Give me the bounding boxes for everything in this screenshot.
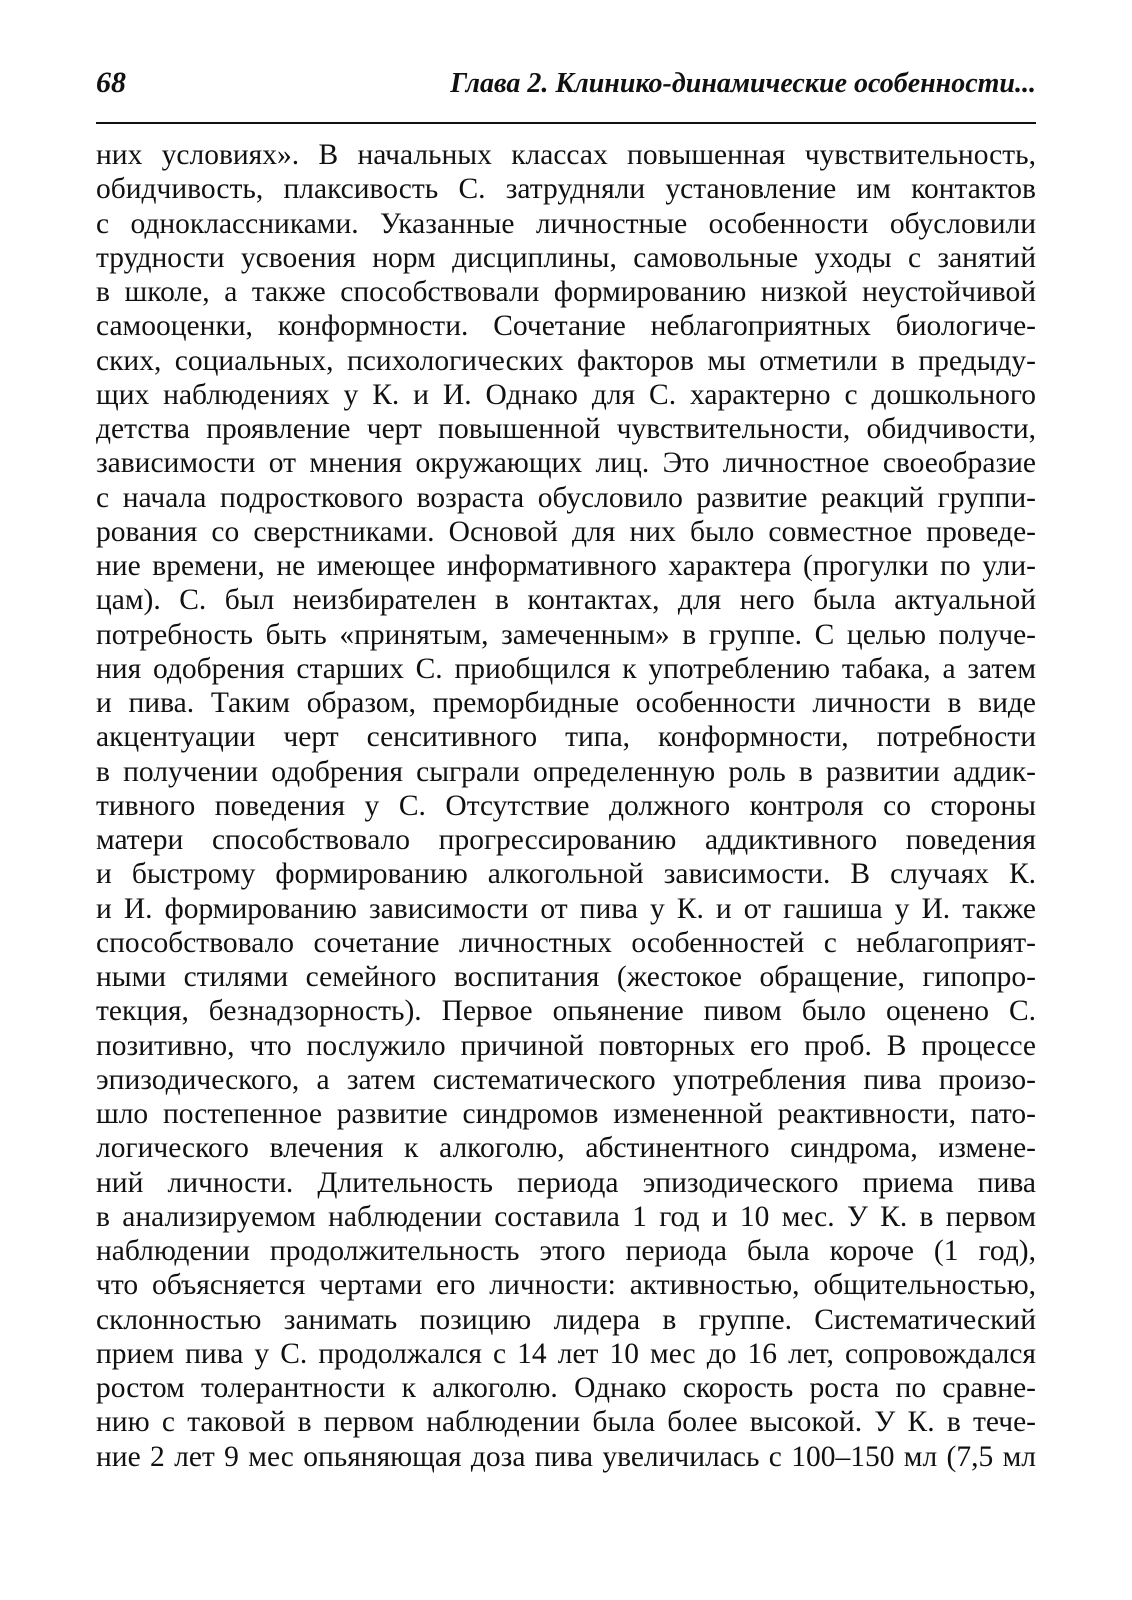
text-line: самооценки, конформности. Сочетание неблагоприятных биологиче- — [96, 310, 1036, 343]
text-line: детства проявление черт повышенной чувствительности, обидчивости, — [96, 413, 1036, 445]
text-line: ний личности. Длительность периода эпизодического приема пива — [96, 1166, 1036, 1199]
text-line: ние 2 лет 9 мес опьяняющая доза пива увеличилась с 100–150 мл (7,5 мл — [96, 1440, 1036, 1473]
text-line: в анализируемом наблюдении составила 1 год и 10 мес. У К. в первом — [96, 1200, 1036, 1233]
text-line: цам). С. был неизбирателен в контактах, для него была актуальной — [96, 584, 1036, 617]
text-line: потребность быть «принятым, замеченным» в группе. С целью получе- — [96, 618, 1036, 651]
text-line: ростом толерантности к алкоголю. Однако скорость роста по сравне- — [96, 1372, 1036, 1404]
text-line: матери способствовало прогрессированию аддиктивного поведения — [96, 824, 1036, 856]
text-line: тивного поведения у С. Отсутствие должного контроля со стороны — [96, 789, 1036, 822]
text-line: ния одобрения старших С. приобщился к употреблению табака, а затем — [96, 652, 1036, 685]
text-line: текция, безнадзорность). Первое опьянение пивом было оценено С. — [96, 995, 1036, 1028]
text-line: зависимости от мнения окружающих лиц. Это личностное своеобразие — [96, 447, 1036, 480]
header-rule — [96, 122, 1036, 124]
text-line: склонностью занимать позицию лидера в группе. Систематический — [96, 1303, 1036, 1336]
running-head — [96, 66, 1036, 110]
text-line: прием пива у С. продолжался с 14 лет 10 мес до 16 лет, сопровождался — [96, 1337, 1036, 1370]
text-line: них условиях». В начальных классах повышенная чувствительность, — [96, 139, 1036, 171]
text-line: обидчивость, плаксивость С. затрудняли установление им контактов — [96, 173, 1036, 206]
text-line: позитивно, что послужило причиной повторных его проб. В процессе — [96, 1029, 1036, 1062]
text-line: шло постепенное развитие синдромов измененной реактивности, пато- — [96, 1098, 1036, 1130]
text-line: что объясняется чертами его личности: активностью, общительностью, — [96, 1269, 1036, 1302]
text-line: эпизодического, а затем систематического употребления пива произо- — [96, 1063, 1036, 1096]
text-line: и И. формированию зависимости от пива у К. и от гашиша у И. также — [96, 892, 1036, 925]
text-line: акцентуации черт сенситивного типа, конформности, потребности — [96, 721, 1036, 754]
running-title: Глава 2. Клинико-динамические особенности... — [450, 68, 1036, 99]
text-line: ными стилями семейного воспитания (жестокое обращение, гипопро- — [96, 961, 1036, 993]
page-number: 68 — [96, 66, 126, 99]
text-line: ние времени, не имеющее информативного характера (прогулки по ули- — [96, 550, 1036, 582]
text-line: способствовало сочетание личностных особенностей с неблагоприят- — [96, 926, 1036, 959]
text-line: с одноклассниками. Указанные личностные особенности обусловили — [96, 207, 1036, 240]
text-line: и быстрому формированию алкогольной зависимости. В случаях К. — [96, 858, 1036, 891]
text-line: и пива. Таким образом, преморбидные особенности личности в виде — [96, 687, 1036, 719]
text-line: с начала подросткового возраста обусловило развитие реакций группи- — [96, 481, 1036, 514]
text-line: в школе, а также способствовали формированию низкой неустойчивой — [96, 276, 1036, 308]
text-line: в получении одобрения сыграли определенную роль в развитии аддик- — [96, 755, 1036, 788]
text-line: наблюдении продолжительность этого периода была короче (1 год), — [96, 1235, 1036, 1267]
text-line: нию с таковой в первом наблюдении была более высокой. У К. в тече- — [96, 1406, 1036, 1439]
body-paragraph — [96, 138, 1036, 1474]
text-line: ских, социальных, психологических факторов мы отметили в предыду- — [96, 344, 1036, 377]
text-line: рования со сверстниками. Основой для них было совместное проведе- — [96, 515, 1036, 548]
text-line: логического влечения к алкоголю, абстинентного синдрома, измене- — [96, 1132, 1036, 1165]
text-line: щих наблюдениях у К. и И. Однако для С. характерно с дошкольного — [96, 378, 1036, 411]
text-line: трудности усвоения норм дисциплины, самовольные уходы с занятий — [96, 241, 1036, 274]
